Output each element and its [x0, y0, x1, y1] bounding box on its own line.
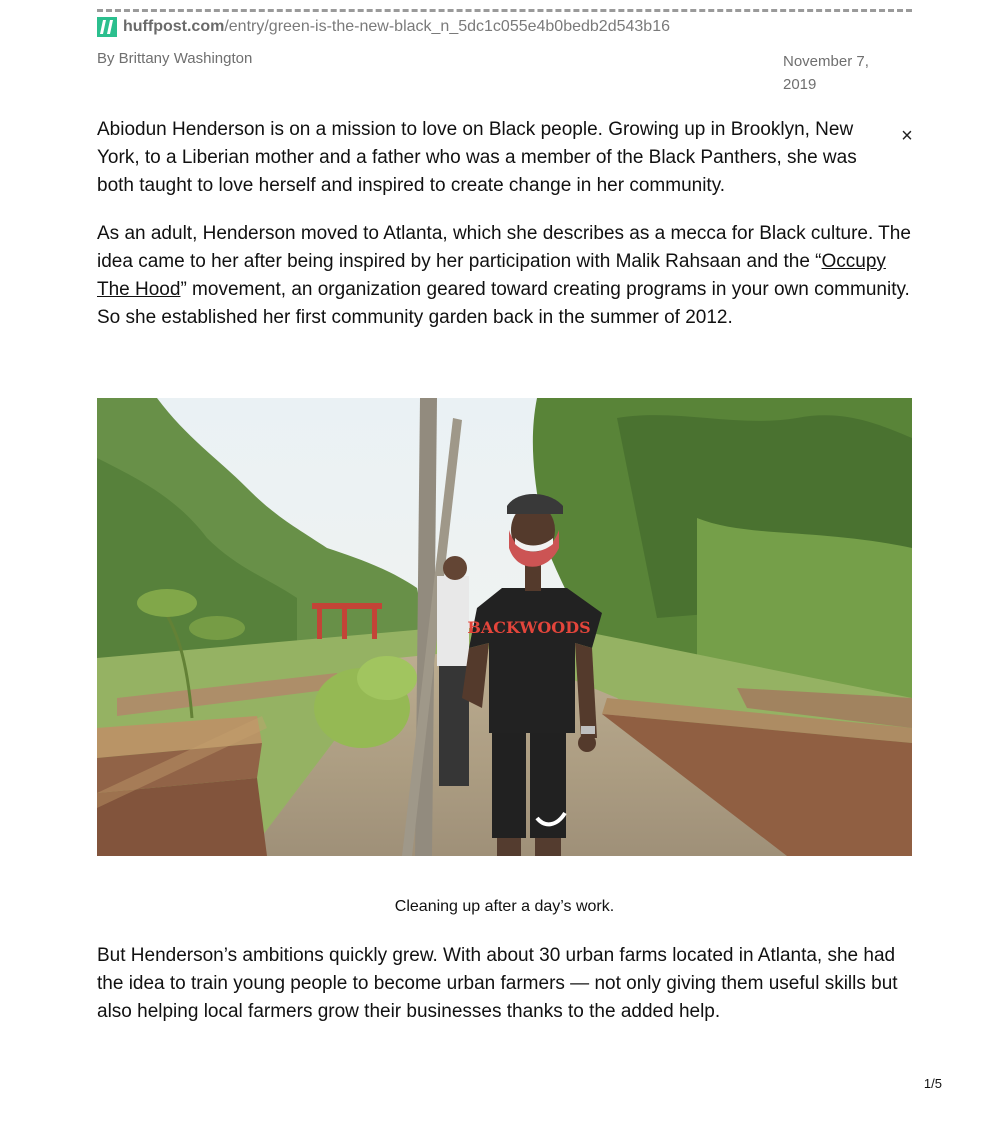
close-icon[interactable]: × [901, 125, 913, 147]
url-path: /entry/green-is-the-new-black_n_5dc1c055e4b0bedb2d543b16 [224, 18, 670, 35]
garden-photo [97, 398, 912, 856]
paragraph-2-text-before: As an adult, Henderson moved to Atlanta, which she describes as a mecca for Black culture. The idea came to her after being inspired by her participation with Malik Rahsaan and the “ [97, 223, 911, 272]
top-dashed-rule [97, 9, 912, 12]
source-url-bar [97, 16, 670, 38]
article-paragraph-2 [97, 220, 912, 332]
author-byline: By Brittany Washington [97, 50, 253, 67]
photo-caption: Cleaning up after a day’s work. [394, 898, 615, 915]
article-paragraph-1: Abiodun Henderson is on a mission to love on Black people. Growing up in Brooklyn, New York, to a Liberian mother and a father who was a member of the Black Panthers, she was both taught to love herself and inspired to create change in her community. [97, 119, 857, 196]
paragraph-2-text-after: ” movement, an organization geared toward creating programs in your own community. So she established her first community garden back in the summer of 2012. [97, 279, 910, 328]
huffpost-logo-icon [97, 17, 117, 37]
shirt-text: BACKWOODS [467, 618, 591, 637]
page-number: 1/5 [923, 1076, 942, 1091]
url-domain: huffpost.com [123, 18, 225, 35]
publish-date: November 7, 2019 [783, 53, 869, 93]
article-paragraph-3: But Henderson’s ambitions quickly grew. With about 30 urban farms located in Atlanta, she had the idea to train young people to become urban farmers — not only giving them useful skills but also helping local farmers grow their businesses thanks to the added help. [97, 945, 898, 1022]
url-text[interactable] [123, 18, 670, 36]
occupy-the-hood-link[interactable]: Occupy The Hood [97, 251, 886, 300]
